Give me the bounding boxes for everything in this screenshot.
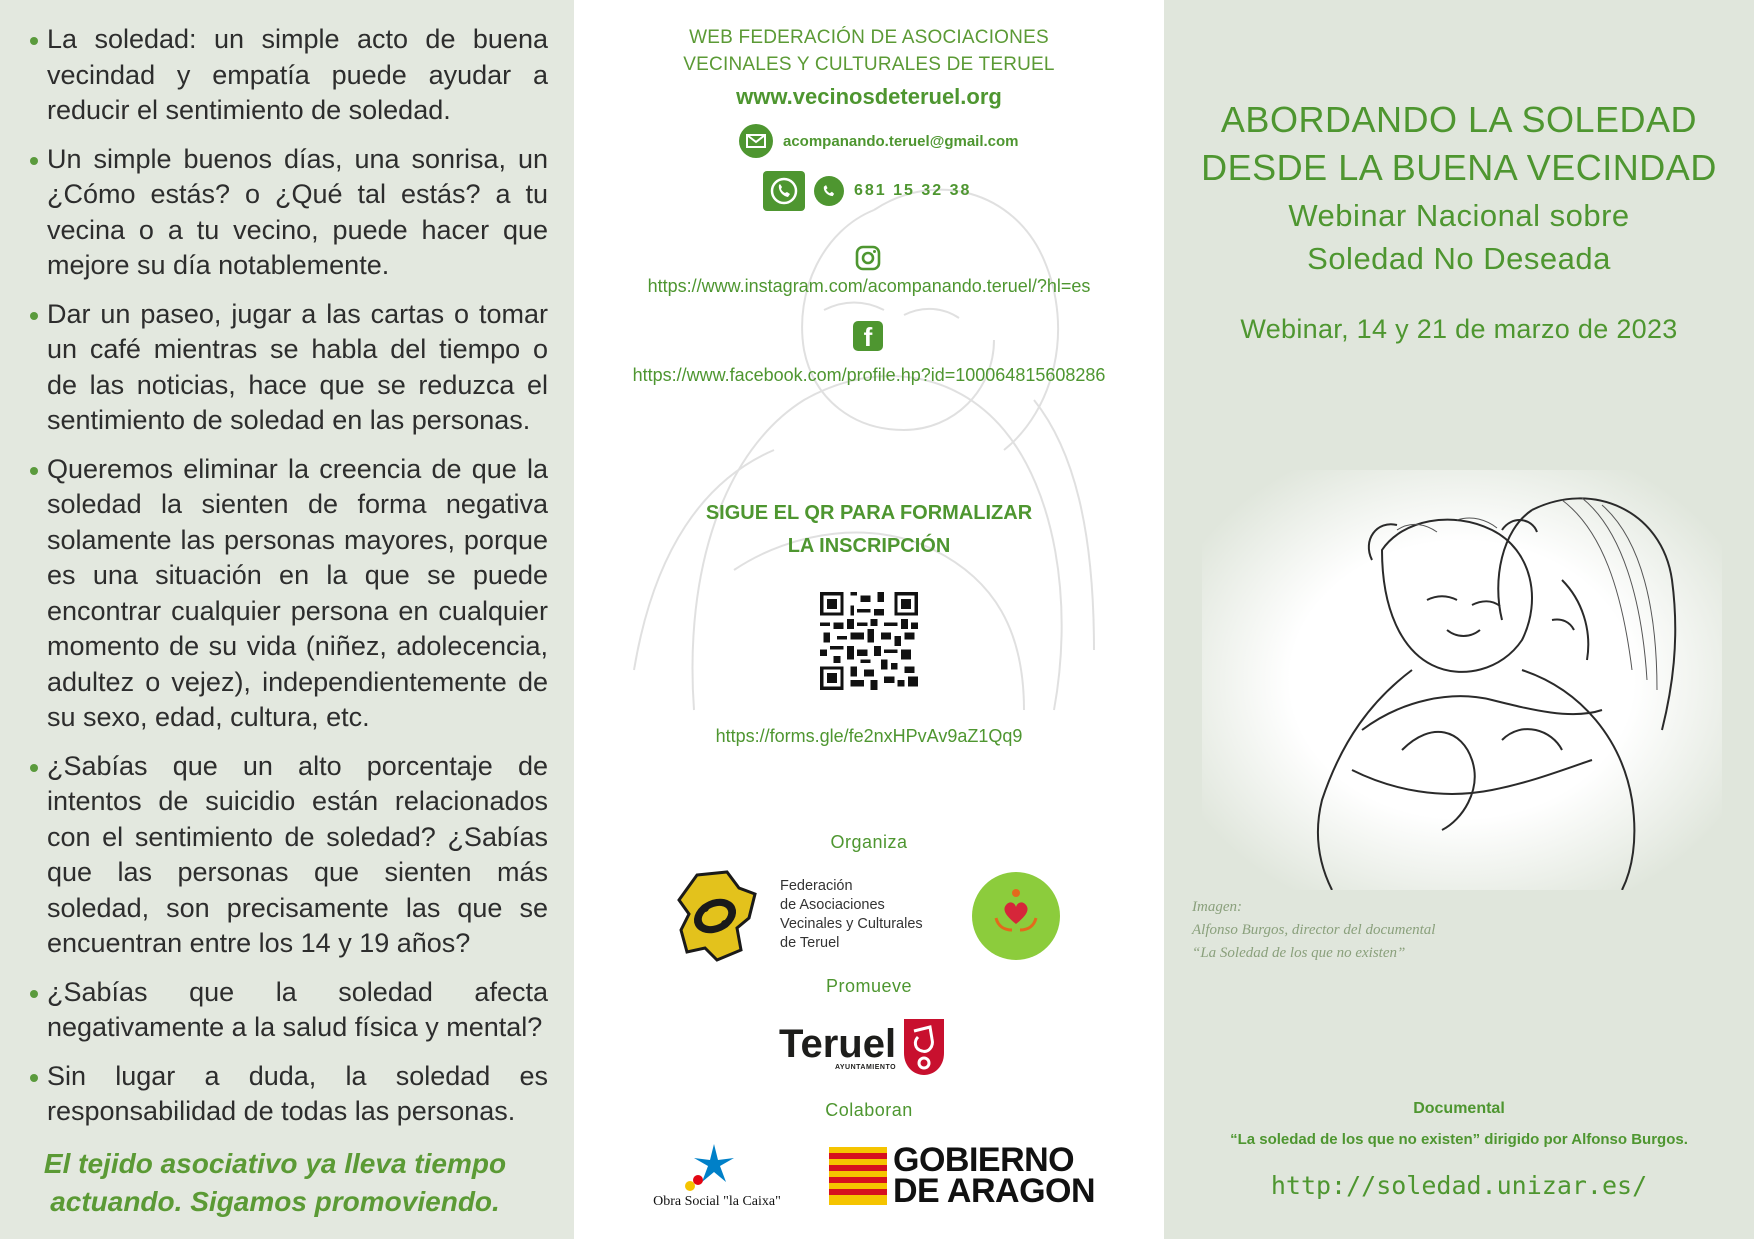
envelope-icon	[739, 124, 773, 158]
aragon-flag-icon	[829, 1147, 887, 1205]
soledad-website-link[interactable]: http://soledad.unizar.es/	[1270, 1171, 1648, 1200]
credit-line: Imagen:	[1192, 899, 1242, 915]
qr-heading	[574, 497, 1164, 563]
main-title-line: ABORDANDO LA SOLEDAD	[1220, 99, 1698, 140]
slogan	[30, 1145, 520, 1221]
qr-heading-line: SIGUE EL QR PARA FORMALIZAR	[705, 502, 1033, 524]
federation-name-line: de Teruel	[780, 935, 840, 951]
federation-name-line: Vecinales y Culturales	[780, 916, 923, 932]
facebook-link[interactable]: https://www.facebook.com/profile.hp?id=100064815608286	[632, 365, 1106, 385]
bullet-item: Dar un paseo, jugar a las cartas o tomar un café mientras se habla del tiempo o de las noticias, hace que se reduzca el sentimiento de soledad en las personas.	[28, 297, 548, 439]
bullet-item: ¿Sabías que la soledad afecta negativamente a la salud física y mental?	[28, 975, 548, 1046]
embrace-illustration	[1202, 470, 1722, 890]
phone-number[interactable]: 681 15 32 38	[854, 182, 972, 199]
ayuntamiento-label: AYUNTAMIENTO	[834, 1063, 897, 1071]
federation-line: WEB FEDERACIÓN DE ASOCIACIONES	[689, 27, 1049, 48]
federation-name-line: Federación	[780, 878, 853, 894]
webinar-date: Webinar, 14 y 21 de marzo de 2023	[1240, 314, 1678, 344]
federation-name	[780, 877, 960, 953]
la-caixa-logo	[642, 1142, 792, 1212]
acompanando-teruel-logo	[972, 872, 1060, 960]
qr-code[interactable]	[820, 592, 918, 690]
qr-heading-line: LA INSCRIPCIÓN	[787, 535, 951, 557]
bullet-item: La soledad: un simple acto de buena vecindad y empatía puede ayudar a reducir el sentimiento de soledad.	[28, 22, 548, 129]
federation-name-line: de Asociaciones	[780, 897, 885, 913]
registration-form-link[interactable]: https://forms.gle/fe2nxHPvAv9aZ1Qq9	[715, 726, 1023, 746]
slogan-line: El tejido asociativo ya lleva tiempo	[43, 1148, 507, 1179]
bullet-item: Sin lugar a duda, la soledad es responsabilidad de todas las personas.	[28, 1059, 548, 1130]
documentary-heading: Documental	[1413, 1100, 1505, 1117]
email-row[interactable]	[739, 124, 1019, 158]
caixa-star-icon	[642, 1142, 792, 1194]
gobierno-aragon-logo	[829, 1141, 1096, 1210]
colaboran-label: Colaboran	[825, 1100, 913, 1120]
phone-row[interactable]	[763, 171, 971, 211]
teruel-emblem-icon	[900, 1017, 948, 1077]
facebook-icon[interactable]: f	[853, 321, 883, 351]
bullet-item: ¿Sabías que un alto porcentaje de intentos de suicidio están relacionados con el sentimiento de soledad? ¿Sabías que las personas que sienten más soledad, son precisamente las que se encuentran entre los 14 y 19 años?	[28, 749, 548, 962]
bullet-item: Un simple buenos días, una sonrisa, un ¿Cómo estás? o ¿Qué tal estás? a tu vecina o a tu vecino, puede hacer que mejore su día notablemente.	[28, 142, 548, 284]
main-title-line: DESDE LA BUENA VECINDAD	[1201, 147, 1717, 188]
caixa-caption: Obra Social "la Caixa"	[653, 1194, 781, 1209]
info-bullet-list	[28, 22, 548, 1143]
subtitle-line: Soledad No Deseada	[1307, 241, 1611, 276]
federation-line: VECINALES Y CULTURALES DE TERUEL	[683, 54, 1055, 75]
aragon-wordmark-line: GOBIERNO	[893, 1141, 1075, 1179]
promueve-label: Promueve	[825, 976, 913, 996]
ayuntamiento-teruel-logo	[779, 1017, 948, 1077]
documentary-title: “La soledad de los que no existen” dirigido por Alfonso Burgos.	[1230, 1131, 1688, 1148]
slogan-line: actuando. Sigamos promoviendo.	[50, 1186, 500, 1217]
main-title	[1164, 96, 1754, 192]
instagram-link[interactable]: https://www.instagram.com/acompanando.teruel/?hl=es	[647, 276, 1091, 296]
aavv-federation-logo	[677, 870, 757, 962]
email-address[interactable]: acompanando.teruel@gmail.com	[783, 132, 1019, 150]
subtitle-line: Webinar Nacional sobre	[1288, 198, 1630, 233]
aragon-wordmark-line: DE ARAGON	[893, 1172, 1096, 1210]
image-credit	[1192, 896, 1532, 965]
left-panel	[0, 0, 574, 1239]
instagram-icon[interactable]	[855, 245, 881, 271]
credit-line: “La Soledad de los que no existen”	[1192, 945, 1406, 961]
website-link[interactable]: www.vecinosdeteruel.org	[736, 84, 1002, 109]
subtitle	[1164, 194, 1754, 280]
teruel-wordmark: Teruel	[779, 1021, 897, 1066]
middle-panel	[574, 0, 1164, 1239]
whatsapp-icon	[814, 176, 844, 206]
credit-line: Alfonso Burgos, director del documental	[1192, 922, 1436, 938]
organiza-label: Organiza	[830, 832, 908, 852]
right-panel	[1164, 0, 1754, 1239]
whatsapp-square-icon	[763, 171, 805, 211]
bullet-item: Queremos eliminar la creencia de que la soledad la sienten de forma negativa solamente las personas mayores, porque es una situación en la que se puede encontrar cualquier persona en cualquier momento de su vida (niñez, adolecencia, adultez o vejez), independientemente de su sexo, edad, cultura, etc.	[28, 452, 548, 736]
